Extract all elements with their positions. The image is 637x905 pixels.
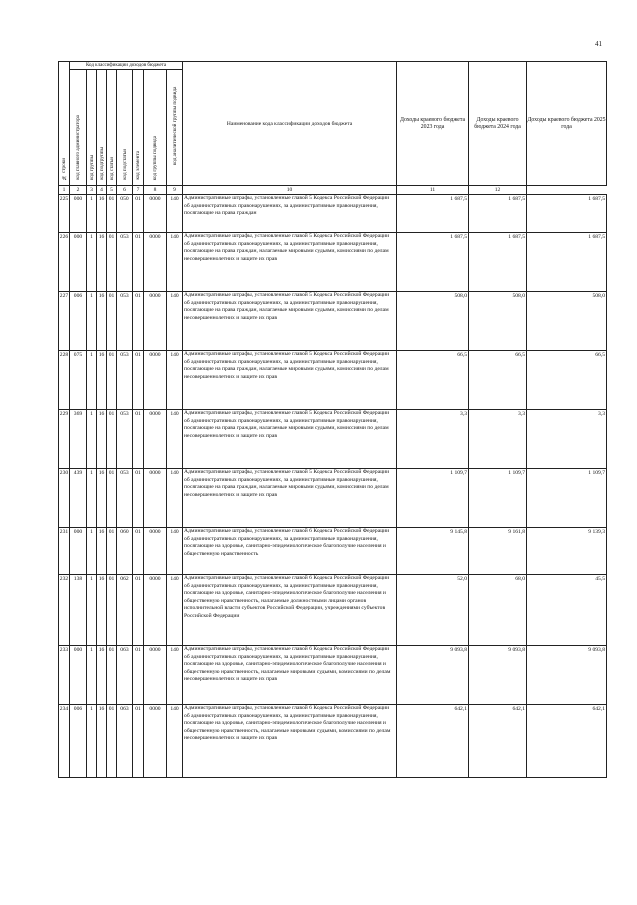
code-cell: 063 [117,646,133,705]
code-cell: 053 [117,410,133,469]
income-name: Административные штрафы, установленные главой 6 Кодекса Российской Федерации об административных правонарушениях, за административные правонарушения, посягающие на здоровье, санитарно-эпидемиологическое благополучие населения и общественную нравственность, налагаемые должностными лицами органов исполнительной власти субъектов Российской Федерации, учреждениями субъектов Российской Федерации [183,575,397,646]
income-name: Административные штрафы, установленные главой 6 Кодекса Российской Федерации об административных правонарушениях, за административные правонарушения, посягающие на здоровье, санитарно-эпидемиологическое благополучие населения и общественную нравственность, налагаемые мировыми судьями, комиссиями по делам несовершеннолетних и защите их прав [183,705,397,778]
code-cell: 16 [97,469,107,528]
code-cell: 140 [167,195,183,233]
income-2023: 1 687,5 [397,195,469,233]
income-name: Административные штрафы, установленные главой 5 Кодекса Российской Федерации об административных правонарушениях, за административные правонарушения, посягающие на права граждан [183,195,397,233]
code-cell: 063 [117,705,133,778]
column-index: 2 [70,186,87,195]
header-code-column-label: код главного администратора [75,115,81,180]
code-cell: 000 [70,646,87,705]
code-cell: 138 [70,575,87,646]
income-2023: 52,0 [397,575,469,646]
income-2025: 508,0 [527,292,607,351]
code-cell: 053 [117,233,133,292]
income-2024: 1 687,5 [469,233,527,292]
code-cell: 060 [117,528,133,575]
table-body [59,195,607,778]
code-cell: 01 [133,705,144,778]
code-cell: 000 [70,528,87,575]
code-cell: 01 [107,233,117,292]
header-row-number-label: № строки [61,157,67,180]
code-cell: 01 [107,410,117,469]
column-index: 8 [144,186,167,195]
code-cell: 01 [107,528,117,575]
income-2025: 1 687,5 [527,233,607,292]
income-2025: 1 687,5 [527,195,607,233]
column-index: 3 [87,186,97,195]
page-number: 41 [595,40,602,48]
code-cell: 0000 [144,575,167,646]
code-cell: 01 [107,469,117,528]
code-cell: 0000 [144,646,167,705]
table-row [59,195,607,233]
code-cell: 0000 [144,195,167,233]
code-cell: 006 [70,705,87,778]
header-index-row [59,186,607,195]
code-cell: 16 [97,195,107,233]
column-index: 5 [107,186,117,195]
code-cell: 1 [87,292,97,351]
code-cell: 1 [87,410,97,469]
row-number: 233 [59,646,70,705]
code-cell: 0000 [144,528,167,575]
code-cell: 01 [133,410,144,469]
code-cell: 050 [117,195,133,233]
code-cell: 053 [117,351,133,410]
table-row [59,469,607,528]
header-name: Наименование кода классификации доходов бюджета [183,62,397,186]
code-cell: 1 [87,705,97,778]
table-row [59,233,607,292]
code-cell: 1 [87,195,97,233]
code-cell: 01 [107,575,117,646]
income-2025: 9 093,8 [527,646,607,705]
header-code-column [167,70,183,186]
header-code-group: Код классификации доходов бюджета [70,62,183,70]
table-row [59,705,607,778]
code-cell: 1 [87,351,97,410]
code-cell: 0000 [144,410,167,469]
row-number: 226 [59,233,70,292]
income-name: Административные штрафы, установленные главой 5 Кодекса Российской Федерации об административных правонарушениях, за административные правонарушения, посягающие на права граждан, налагаемые мировыми судьями, комиссиями по делам несовершеннолетних и защите их прав [183,410,397,469]
code-cell: 01 [107,195,117,233]
code-cell: 369 [70,410,87,469]
code-cell: 01 [133,233,144,292]
income-2025: 1 109,7 [527,469,607,528]
header-income-2023: Доходы краевого бюджета 2023 года [397,62,469,186]
code-cell: 140 [167,469,183,528]
code-cell: 01 [107,646,117,705]
income-name: Административные штрафы, установленные главой 5 Кодекса Российской Федерации об административных правонарушениях, за административные правонарушения, посягающие на права граждан, налагаемые мировыми судьями, комиссиями по делам несовершеннолетних и защите их прав [183,233,397,292]
income-name: Административные штрафы, установленные главой 5 Кодекса Российской Федерации об административных правонарушениях, за административные правонарушения, посягающие на права граждан, налагаемые мировыми судьями, комиссиями по делам несовершеннолетних и защите их прав [183,292,397,351]
row-number: 231 [59,528,70,575]
income-2024: 3,3 [469,410,527,469]
income-name: Административные штрафы, установленные главой 6 Кодекса Российской Федерации об административных правонарушениях, за административные правонарушения, посягающие на здоровье, санитарно-эпидемиологическое благополучие населения и общественную нравственность, налагаемые мировыми судьями, комиссиями по делам несовершеннолетних и защите их прав [183,646,397,705]
code-cell: 1 [87,646,97,705]
income-2024: 9 093,8 [469,646,527,705]
income-2023: 9 093,8 [397,646,469,705]
code-cell: 16 [97,292,107,351]
header-code-column [117,70,133,186]
column-index: 11 [397,186,469,195]
code-cell: 01 [133,575,144,646]
income-2025: 66,5 [527,351,607,410]
income-2023: 66,5 [397,351,469,410]
code-cell: 16 [97,575,107,646]
code-cell: 140 [167,410,183,469]
income-2025: 642,1 [527,705,607,778]
row-number: 232 [59,575,70,646]
income-2024: 508,0 [469,292,527,351]
header-code-column [87,70,97,186]
column-index: 9 [167,186,183,195]
header-row-number [59,62,70,186]
code-cell: 1 [87,233,97,292]
column-index: 10 [183,186,397,195]
header-code-column-label: код подгруппы [98,147,105,180]
income-name: Административные штрафы, установленные главой 5 Кодекса Российской Федерации об административных правонарушениях, за административные правонарушения, посягающие на права граждан, налагаемые мировыми судьями, комиссиями по делам несовершеннолетних и защите их прав [183,469,397,528]
table-row [59,410,607,469]
code-cell: 140 [167,351,183,410]
income-2023: 1 109,7 [397,469,469,528]
column-index: 4 [97,186,107,195]
header-code-column [97,70,107,186]
column-index: 1 [59,186,70,195]
code-cell: 053 [117,292,133,351]
code-cell: 0000 [144,292,167,351]
income-2025: 3,3 [527,410,607,469]
income-2023: 9 145,8 [397,528,469,575]
income-2025: 9 139,3 [527,528,607,575]
income-2024: 66,5 [469,351,527,410]
code-cell: 16 [97,528,107,575]
header-code-column-label: код группы подвида [152,135,158,180]
header-code-column [144,70,167,186]
code-cell: 053 [117,469,133,528]
income-2024: 1 109,7 [469,469,527,528]
table-row [59,646,607,705]
code-cell: 140 [167,528,183,575]
income-2023: 508,0 [397,292,469,351]
row-number: 234 [59,705,70,778]
row-number: 229 [59,410,70,469]
table-row [59,292,607,351]
header-code-column [133,70,144,186]
code-cell: 16 [97,646,107,705]
code-cell: 0000 [144,233,167,292]
code-cell: 01 [133,528,144,575]
code-cell: 140 [167,292,183,351]
income-name: Административные штрафы, установленные главой 5 Кодекса Российской Федерации об административных правонарушениях, за административные правонарушения, посягающие на права граждан, налагаемые мировыми судьями, комиссиями по делам несовершеннолетних и защите их прав [183,351,397,410]
income-2024: 642,1 [469,705,527,778]
code-cell: 01 [107,351,117,410]
code-cell: 1 [87,469,97,528]
code-cell: 000 [70,233,87,292]
code-cell: 140 [167,575,183,646]
code-cell: 0000 [144,351,167,410]
code-cell: 439 [70,469,87,528]
table-row [59,528,607,575]
code-cell: 01 [107,292,117,351]
header-code-column-label: код аналитической группы подвида [171,86,178,166]
code-cell: 16 [97,351,107,410]
code-cell: 0000 [144,705,167,778]
income-2024: 9 161,8 [469,528,527,575]
code-cell: 140 [167,233,183,292]
header-code-column [70,70,87,186]
income-2024: 1 687,5 [469,195,527,233]
column-index: 6 [117,186,133,195]
code-cell: 01 [107,705,117,778]
header-code-column-label: код группы [88,155,95,180]
income-2024: 68,0 [469,575,527,646]
code-cell: 01 [133,469,144,528]
header-code-column-label: код элемента [135,151,141,180]
row-number: 230 [59,469,70,528]
income-2023: 642,1 [397,705,469,778]
budget-income-table [58,61,607,778]
header-income-2024: Доходы краевого бюджета 2024 года [469,62,527,186]
code-cell: 16 [97,233,107,292]
row-number: 228 [59,351,70,410]
row-number: 225 [59,195,70,233]
code-cell: 062 [117,575,133,646]
row-number: 227 [59,292,70,351]
header-income-2025: Доходы краевого бюджета 2025 года [527,62,607,186]
code-cell: 0000 [144,469,167,528]
income-2023: 1 687,5 [397,233,469,292]
code-cell: 01 [133,351,144,410]
code-cell: 01 [133,292,144,351]
code-cell: 000 [70,195,87,233]
code-cell: 140 [167,646,183,705]
code-cell: 075 [70,351,87,410]
income-2025: 45,5 [527,575,607,646]
code-cell: 01 [133,195,144,233]
table-row [59,575,607,646]
header-code-column [107,70,117,186]
code-cell: 1 [87,528,97,575]
header-code-column-label: код статьи [108,157,115,180]
code-cell: 1 [87,575,97,646]
column-index: 12 [469,186,527,195]
code-cell: 16 [97,410,107,469]
code-cell: 16 [97,705,107,778]
code-cell: 140 [167,705,183,778]
income-2023: 3,3 [397,410,469,469]
income-name: Административные штрафы, установленные главой 6 Кодекса Российской Федерации об административных правонарушениях, за административные правонарушения, посягающие на здоровье, санитарно-эпидемиологическое благополучие населения и общественную нравственность [183,528,397,575]
header-code-column-label: код подстатьи [121,149,128,180]
table-row [59,351,607,410]
code-cell: 006 [70,292,87,351]
column-index: 7 [133,186,144,195]
code-cell: 01 [133,646,144,705]
